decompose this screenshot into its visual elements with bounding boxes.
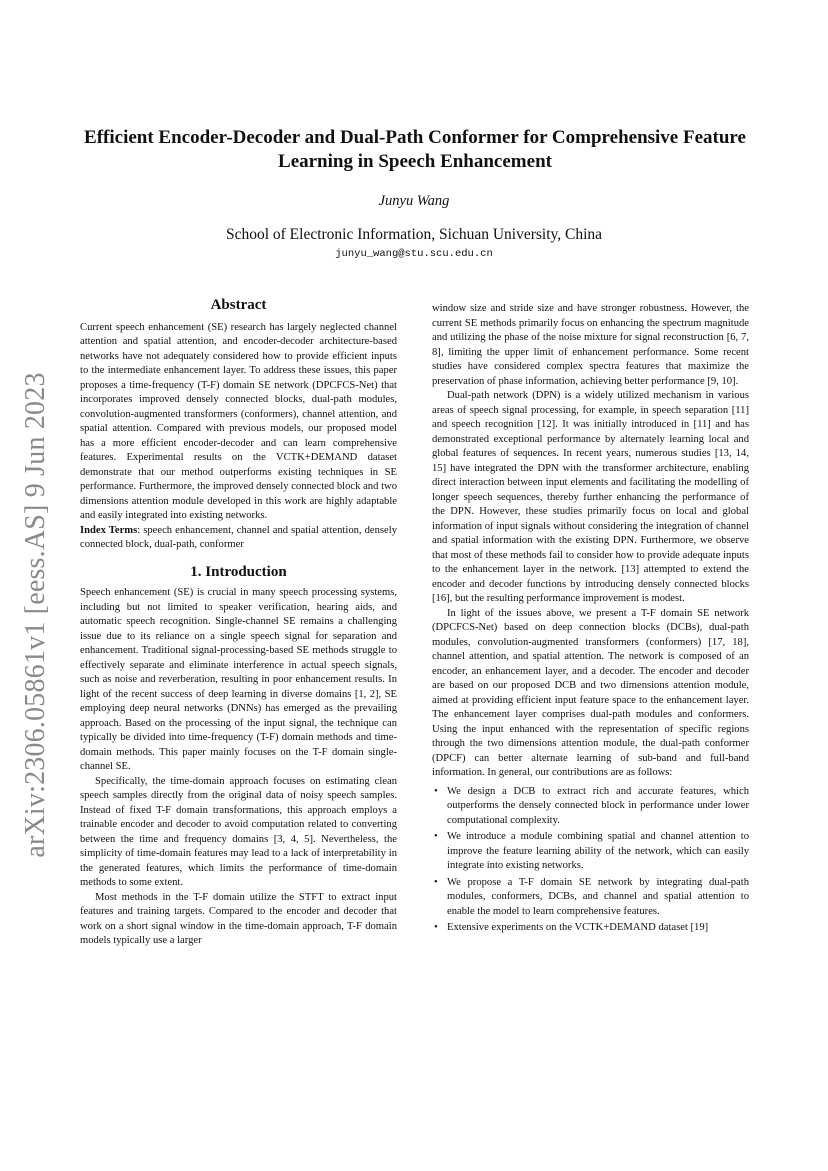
contribution-text: We design a DCB to extract rich and accurate features, which outperforms the densely connected block in performance under lower computational complexity. <box>447 785 749 826</box>
author-affiliation: School of Electronic Information, Sichuan University, China <box>225 226 603 243</box>
intro-paragraph: Speech enhancement (SE) is crucial in many speech processing systems, including but not limited to speaker verification, hearing aids, and automatic speech recognition. Single-channel SE remains a challenging issue due to its reliance on a single speech signal for separation and enhancement. Traditional signal-processing-based SE methods struggle to effectively separate and eliminate interference in actual speech signals, such as noise and reverberation, resulting in poor enhancement results. In light of the recent success of deep learning in diverse domains [1, 2], SE employing deep neural networks (DNNs) has emerged as the prevailing approach. Based on the processing of the input signal, the technique can typically be divided into time-frequency (T-F) domain methods and time-domain methods. This paper mainly focuses on the T-F domain single-channel SE. <box>80 587 397 772</box>
introduction-heading: 1. Introduction <box>190 563 287 580</box>
contributions-list <box>432 785 749 936</box>
abstract-heading: Abstract <box>210 297 267 313</box>
intro-paragraph: Most methods in the T-F domain utilize the STFT to extract input features and training targets. Compared to the encoder and decoder that work on a short signal window in the time-domain approach, T-F domain models typically use a larger <box>80 891 397 946</box>
index-terms-label: Index Terms <box>80 524 138 536</box>
author-name: Junyu Wang <box>378 193 450 209</box>
right-column <box>432 302 749 938</box>
author-email[interactable]: junyu_wang@stu.scu.edu.cn <box>335 248 493 260</box>
bullet-icon: • <box>434 785 438 797</box>
contribution-item <box>432 876 749 920</box>
intro-paragraph: Specifically, the time-domain approach focuses on estimating clean speech samples directly from the original data of noisy speech samples. Instead of fixed T-F domain transformations, this approach employs a trainable encoder and decoder to avoid computation related to converting between the time and frequency domains [3, 4, 5]. Nevertheless, the simplicity of time-domain features may lead to a lack of interpretability in the generated features, which limits the performance of time-domain methods to some extent. <box>80 775 397 888</box>
index-terms-list: : speech enhancement, channel and spatial attention, densely connected block, dual-path, conformer <box>80 524 397 550</box>
contribution-text: We propose a T-F domain SE network by integrating dual-path modules, conformers, DCBs, and channel and spatial attention to enable the model to learn comprehensive features. <box>447 876 749 917</box>
left-column <box>80 298 397 949</box>
paper-title: Efficient Encoder-Decoder and Dual-Path Conformer for Comprehensive Feature Learning in Speech Enhancement <box>84 127 746 172</box>
bullet-icon: • <box>434 922 438 933</box>
index-terms <box>80 524 397 553</box>
arxiv-side-stamp <box>12 365 60 865</box>
intro-paragraph: In light of the issues above, we present a T-F domain SE network (DPCFCS-Net) based on deep connection blocks (DCBs), dual-path modules, convolution-augmented transformers (conformers) [17, 18], channel attention, and spatial attention. The network is composed of an encoder, an enhancement layer, and a decoder. The encoder and decoder are based on our proposed DCB and two dimensions attention module, aimed at providing efficient input feature space to the enhancement layer. The enhancement layer comprises dual-path modules and conformers. Using the input enhanced with the representation of specific regions through the two dimensions attention module, the dual-path conformer (DPCF) can better alternate learning of sub-band and full-band information. In general, our contributions are as follows: <box>432 607 749 778</box>
bullet-icon: • <box>434 876 438 888</box>
bullet-icon: • <box>434 831 438 842</box>
contribution-item <box>432 785 749 829</box>
contribution-item <box>432 921 749 936</box>
contribution-text: We introduce a module combining spatial and channel attention to improve the feature learning ability of the network, which can easily integrate into existing networks. <box>447 831 749 871</box>
abstract-body: Current speech enhancement (SE) research has largely neglected channel attention and spatial attention, and encoder-decoder architecture-based networks have not adequately considered how to provide efficient inputs to the intermediate enhancement layer. To address these issues, this paper proposes a time-frequency (T-F) domain SE network (DPCFCS-Net) that incorporates improved densely connected blocks, dual-path modules, convolution-augmented transformers (conformers), channel attention, and spatial attention. Compared with previous models, our proposed model has a more efficient encoder-decoder and can learn comprehensive features. Experimental results on the VCTK+DEMAND dataset demonstrate that our method outperforms existing techniques in SE performance. Furthermore, the improved densely connected block and two dimensions attention module developed in this work are highly adaptable and easily integrated into existing networks. <box>80 321 397 521</box>
intro-paragraph: window size and stride size and have stronger robustness. However, the current SE methods primarily focus on enhancing the spectrum magnitude and utilizing the phase of the noise mixture for signal reconstruction [6, 7, 8], limiting the upper limit of enhancement performance. Some recent studies have considered complex spectra features that maximize the preservation of phase information, achieving better performance [9, 10]. <box>432 303 749 387</box>
contribution-item <box>432 830 749 874</box>
contribution-text: Extensive experiments on the VCTK+DEMAND dataset [19] <box>447 922 709 933</box>
arxiv-id-text: arXiv:2306.05861v1 [eess.AS] 9 Jun 2023 <box>20 372 51 858</box>
intro-paragraph: Dual-path network (DPN) is a widely utilized mechanism in various areas of speech signal processing, for example, in speech separation [11] and speech recognition [12]. It was initially introduced in [11] and has demonstrated exceptional performance by alternately learning local and global features of sequences. In recent years, numerous studies [13, 14, 15] have integrated the DPN with the transformer architecture, enabling direct interaction between input elements and facilitating the modelling of longer speech sequences, thereby further enhancing the performance of the DPN. However, these studies primarily focus on local and global information of input signals without considering the integration of channel and spatial information with the existing DPN. Furthermore, we observe that most of these methods fail to consider how to provide adequate inputs to the enhancement layer in the network. [13] attempted to extend the encoder and decoder functions by introducing densely connected blocks [16], but the resulting performance improvement is modest. <box>432 390 749 604</box>
